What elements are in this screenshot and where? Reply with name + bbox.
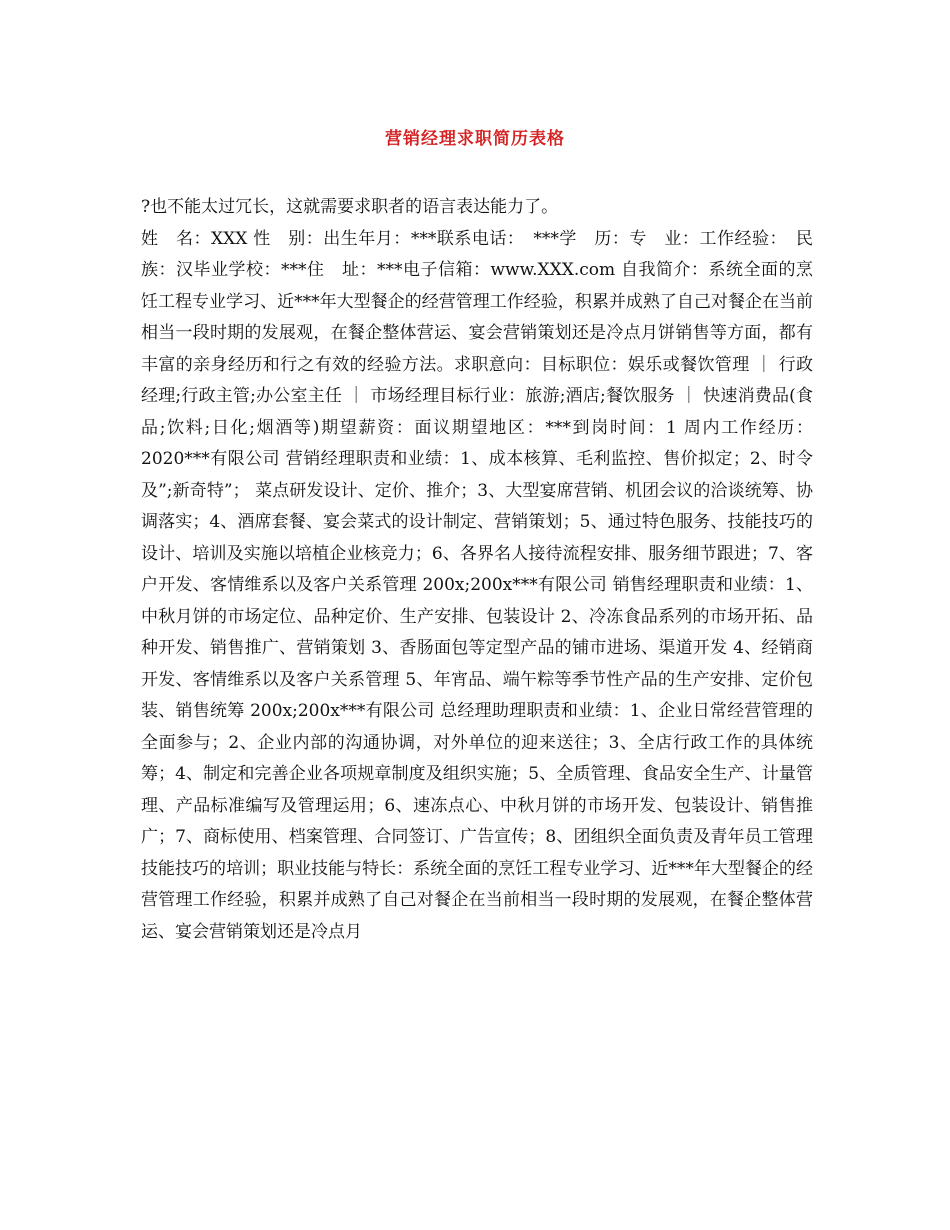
intro-paragraph: ?也不能太过冗长，这就需要求职者的语言表达能力了。 — [141, 197, 559, 217]
resume-paragraph: 姓 名：XXX 性 别：出生年月：***联系电话： ***学 历：专 业：工作经验： 民族：汉毕业学校：***住 址：***电子信箱：www.XXX.com 自我简介：系统全面的烹饪工程专业学习、近***年大型餐企的经营管理工作经验，积累并成熟了自己对餐企在当前相当一段时期的发展观，在餐企整体营运、宴会营销策划还是冷点月饼销售等方面，都有丰富的亲身经历和行之有效的经验方法。求职意向：目标职位：娱乐或餐饮管理 ｜ 行政经理;行政主管;办公室主任 ｜ 市场经理目标行业：旅游;酒店;餐饮服务 ｜ 快速消费品(食品;饮料;日化;烟酒等)期望薪资：面议期望地区：***到岗时间：1 周内工作经历：2020***有限公司 营销经理职责和业绩：1、成本核算、毛利监控、售价拟定；2、时令及”;新奇特”； 菜点研发设计、定价、推介；3、大型宴席营销、机团会议的洽谈统筹、协调落实；4、酒席套餐、宴会菜式的设计制定、营销策划；5、通过特色服务、技能技巧的设计、培训及实施以培植企业核竞力；6、各界名人接待流程安排、服务细节跟进；7、客户开发、客情维系以及客户关系管理 200x;200x***有限公司 销售经理职责和业绩：1、中秋月饼的市场定位、品种定价、生产安排、包装设计 2、冷冻食品系列的市场开拓、品种开发、销售推广、营销策划 3、香肠面包等定型产品的铺市进场、渠道开发 4、经销商开发、客情维系以及客户关系管理 5、年宵品、端午粽等季节性产品的生产安排、定价包装、销售统筹 200x;200x***有限公司 总经理助理职责和业绩：1、企业日常经营管理的全面参与；2、企业内部的沟通协调，对外单位的迎来送往；3、全店行政工作的具体统筹；4、制定和完善企业各项规章制度及组织实施；5、全质管理、食品安全生产、计量管理、产品标准编写及管理运用；6、速冻点心、中秋月饼的市场开发、包装设计、销售推广；7、商标使用、档案管理、合同签订、广告宣传；8、团组织全面负责及青年员工管理技能技巧的培训；职业技能与特长：系统全面的烹饪工程专业学习、近***年大型餐企的经营管理工作经验，积累并成熟了自己对餐企在当前相当一段时期的发展观，在餐企整体营运、宴会营销策划还是冷点月 — [141, 228, 813, 942]
document-body — [141, 192, 813, 948]
document-title: 营销经理求职简历表格 — [385, 129, 565, 149]
